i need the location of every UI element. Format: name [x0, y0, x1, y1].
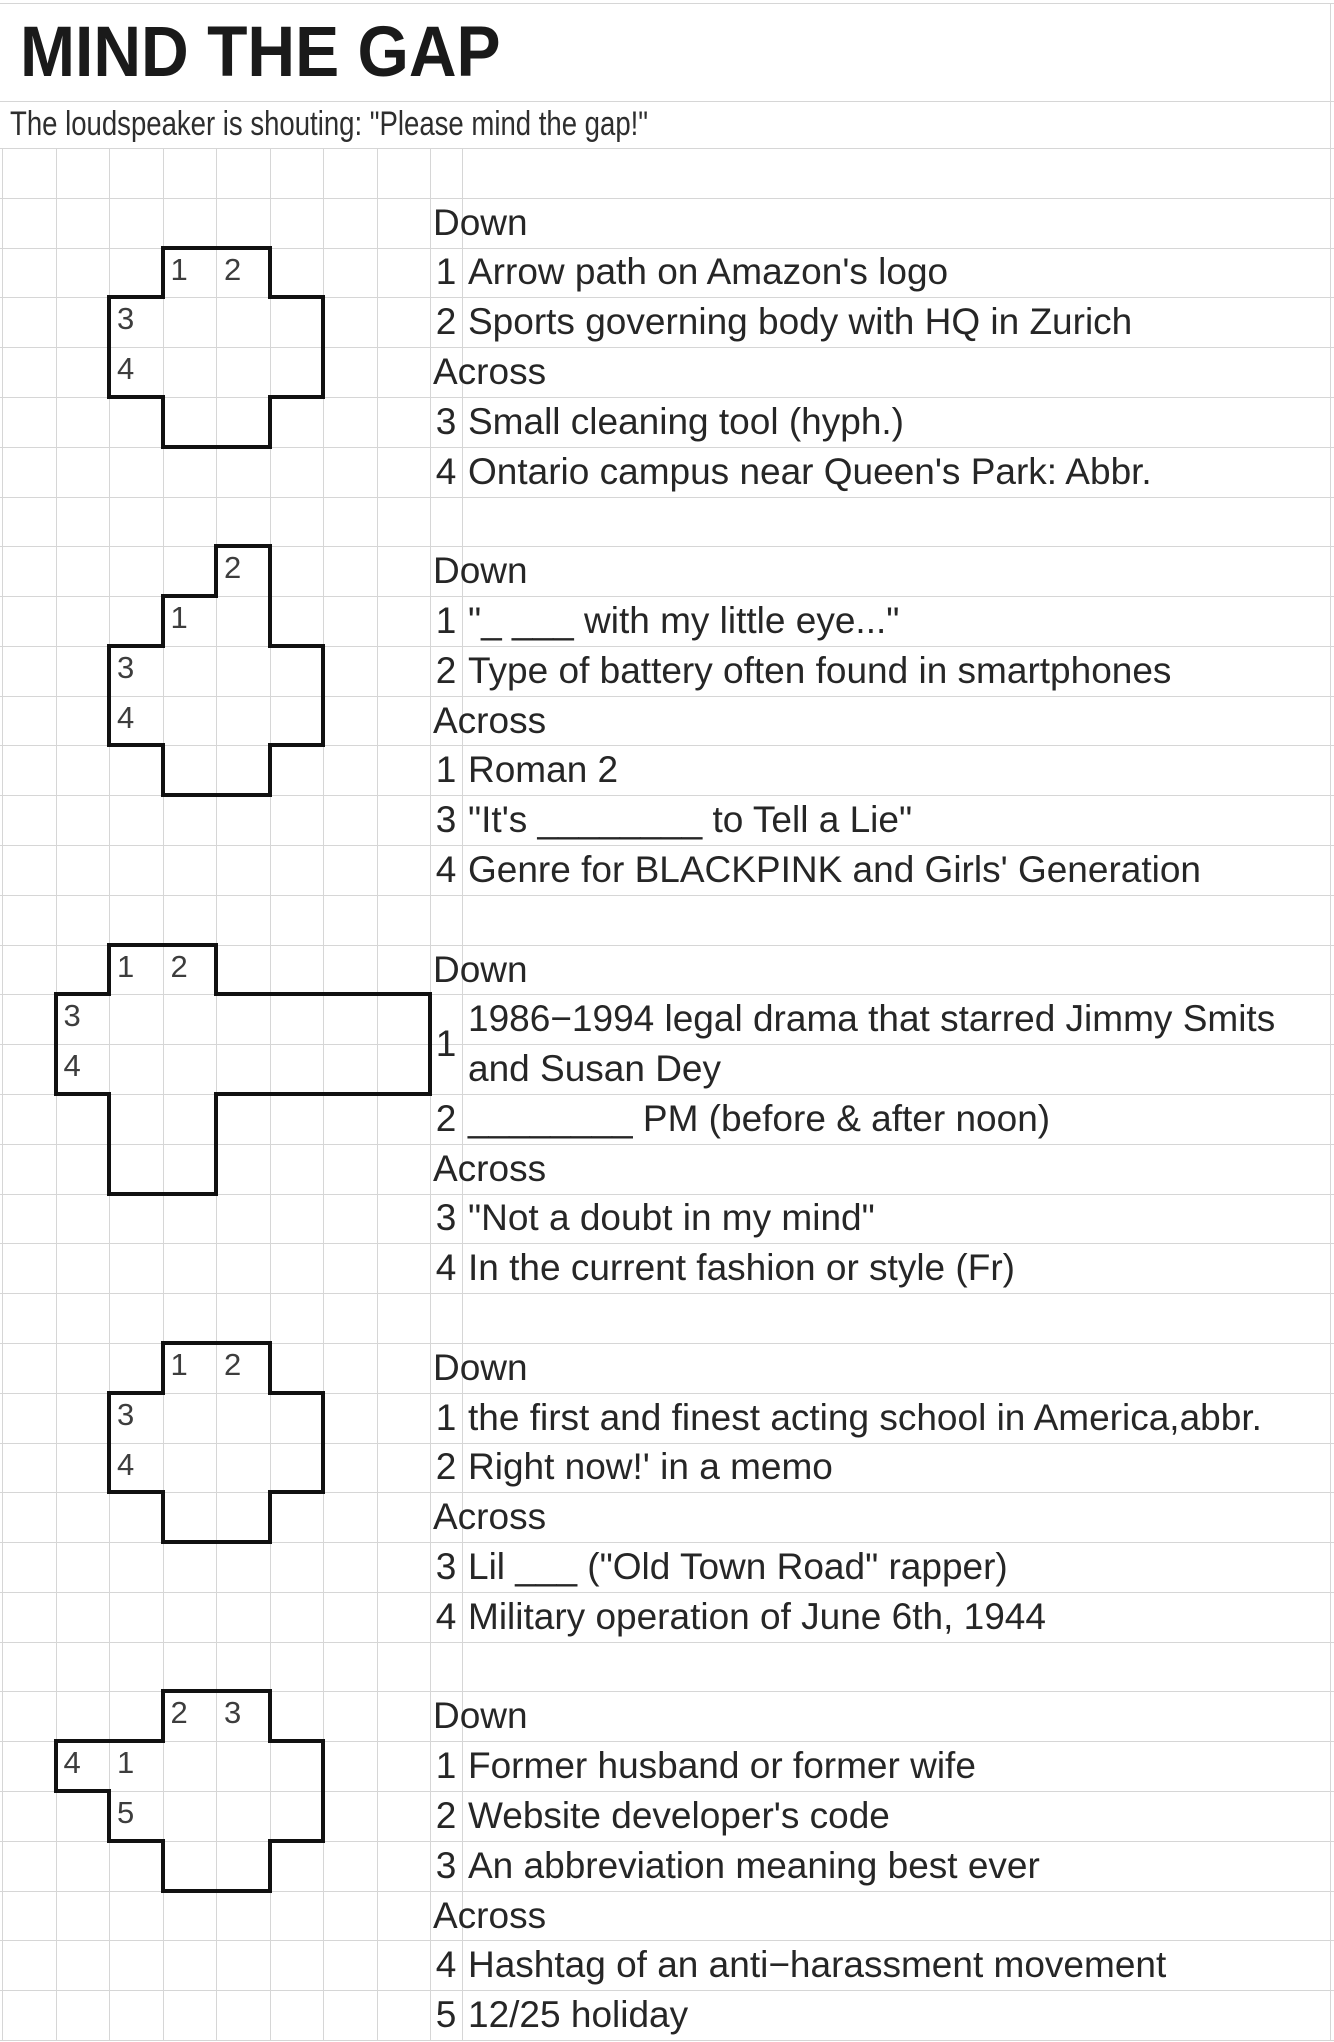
puzzle-cell[interactable]: [377, 1044, 431, 1094]
clue-text-line: Small cleaning tool (hyph.): [468, 400, 904, 442]
puzzle-cell[interactable]: [216, 646, 270, 696]
puzzle-shape-border: [268, 395, 326, 399]
puzzle-cell[interactable]: [270, 1791, 324, 1841]
puzzle-shape-border: [54, 1739, 112, 1743]
puzzle-shape-border: [161, 246, 219, 250]
puzzle-shape-border: [268, 544, 272, 598]
puzzle-shape-border: [321, 644, 325, 698]
puzzle-shape-border: [161, 1341, 219, 1345]
clue-text-line: "Not a doubt in my mind": [468, 1197, 875, 1239]
puzzle-cell[interactable]: [270, 994, 324, 1044]
puzzle-shape-border: [161, 594, 165, 648]
puzzle-shape-border: [214, 1341, 272, 1345]
puzzle-shape-border: [107, 295, 111, 349]
puzzle-cell[interactable]: [163, 745, 217, 795]
puzzle-shape-border: [107, 1739, 165, 1743]
cell-number-label: 3: [117, 1396, 135, 1432]
puzzle-shape-border: [54, 992, 112, 996]
puzzle-shape-border: [321, 694, 325, 748]
cell-number-label: 2: [224, 251, 242, 287]
puzzle-cell[interactable]: [216, 994, 270, 1044]
puzzle-shape-border: [161, 395, 165, 449]
cell-number-label: 2: [170, 1695, 188, 1731]
puzzle-shape-border: [161, 793, 219, 797]
puzzle-shape-border: [321, 992, 379, 996]
puzzle-shape-border: [321, 1739, 325, 1793]
puzzle-cell[interactable]: [109, 1144, 163, 1194]
clue-text-line: Right now!' in a memo: [468, 1446, 833, 1488]
clue-text-line: Genre for BLACKPINK and Girls' Generation: [468, 848, 1202, 890]
clue-number: 2: [435, 1794, 457, 1836]
puzzle-shape-border: [214, 992, 272, 996]
puzzle-cell[interactable]: [270, 646, 324, 696]
puzzle-cell[interactable]: [216, 297, 270, 347]
sheet-row-line: [0, 2040, 1334, 2041]
clue-text: [468, 1194, 875, 1244]
clue-number: 2: [435, 301, 457, 343]
clue-number: 3: [435, 400, 457, 442]
puzzle-shape-border: [107, 345, 111, 399]
clue-text: [468, 646, 1171, 696]
puzzle-shape-border: [268, 1490, 272, 1544]
puzzle-shape-border: [268, 1092, 326, 1096]
clue-section-header: Down: [433, 1346, 528, 1388]
clue-number: 2: [435, 1446, 457, 1488]
cell-number-label: 3: [63, 998, 81, 1034]
puzzle-shape-border: [161, 943, 219, 947]
puzzle-shape-border: [107, 943, 111, 997]
clue-text-line: Type of battery often found in smartphones: [468, 649, 1172, 691]
puzzle-shape-border: [107, 1490, 165, 1494]
puzzle-shape-border: [268, 295, 326, 299]
page-title: MIND THE GAP: [20, 12, 501, 92]
clue-section-header: Across: [433, 1894, 547, 1936]
clue-text: [468, 1393, 1262, 1443]
puzzle-cell[interactable]: [163, 1791, 217, 1841]
puzzle-shape-border: [214, 1689, 272, 1693]
puzzle-cell[interactable]: [270, 696, 324, 746]
puzzle-shape-border: [268, 1341, 272, 1395]
puzzle-cell[interactable]: [163, 1044, 217, 1094]
cell-number-label: 2: [224, 550, 242, 586]
puzzle-shape-border: [161, 1889, 219, 1893]
puzzle-cell[interactable]: [163, 1393, 217, 1443]
puzzle-shape-border: [107, 1391, 111, 1445]
puzzle-shape-border: [107, 694, 111, 748]
puzzle-shape-border: [161, 246, 165, 300]
puzzle-shape-border: [161, 1689, 219, 1693]
puzzle-cell[interactable]: [163, 1443, 217, 1493]
puzzle-shape-border: [321, 345, 325, 399]
puzzle-shape-border: [107, 1092, 111, 1146]
clue-number: 4: [435, 848, 457, 890]
clue-text-line: Military operation of June 6th, 1944: [468, 1595, 1046, 1637]
puzzle-cell[interactable]: [163, 994, 217, 1044]
puzzle-shape-border: [54, 1042, 58, 1096]
cell-number-label: 1: [170, 251, 188, 287]
clue-section-header: Across: [433, 1147, 547, 1189]
puzzle-shape-border: [375, 1092, 433, 1096]
clue-number: 4: [435, 1944, 457, 1986]
clue-text-line: "_ ___ with my little eye...": [468, 599, 900, 641]
puzzle-shape-border: [107, 1142, 111, 1196]
clue-text: [468, 397, 904, 447]
puzzle-shape-border: [214, 1540, 272, 1544]
clue-number: 1: [435, 1396, 457, 1438]
puzzle-shape-border: [161, 743, 165, 797]
puzzle-shape-border: [214, 544, 218, 598]
puzzle-shape-border: [214, 544, 272, 548]
clue-text: [468, 297, 1132, 347]
clue-text-line: An abbreviation meaning best ever: [468, 1844, 1040, 1886]
clue-text: [468, 795, 912, 845]
clue-number: 1: [435, 749, 457, 791]
puzzle-cell[interactable]: [163, 397, 217, 447]
puzzle-shape-border: [321, 1789, 325, 1843]
puzzle-shape-border: [161, 1540, 219, 1544]
puzzle-cell[interactable]: [216, 1443, 270, 1493]
cell-number-label: 5: [117, 1795, 135, 1831]
puzzle-shape-border: [268, 992, 326, 996]
clue-text: [468, 845, 1201, 895]
clue-text: [468, 1243, 1015, 1293]
puzzle-cell[interactable]: [163, 646, 217, 696]
puzzle-cell[interactable]: [323, 1044, 377, 1094]
puzzle-shape-border: [268, 644, 326, 648]
puzzle-shape-border: [54, 1789, 112, 1793]
puzzle-shape-border: [161, 1341, 165, 1395]
sheet-row-line: [0, 546, 1334, 547]
puzzle-cell[interactable]: [216, 1841, 270, 1891]
puzzle-shape-border: [268, 594, 272, 648]
puzzle-shape-border: [161, 1839, 165, 1893]
puzzle-shape-border: [107, 395, 165, 399]
clue-number: 3: [435, 1545, 457, 1587]
puzzle-cell[interactable]: [216, 397, 270, 447]
puzzle-cell[interactable]: [270, 1741, 324, 1791]
clue-number: 5: [435, 1994, 457, 2036]
clue-number: 3: [435, 1844, 457, 1886]
clue-text: [468, 994, 1275, 1094]
clue-number: 4: [435, 1247, 457, 1289]
clue-number: 3: [435, 1197, 457, 1239]
clue-section-header: Down: [433, 201, 528, 243]
puzzle-cell[interactable]: [216, 1044, 270, 1094]
clue-number: 4: [435, 450, 457, 492]
clue-text: [468, 1542, 1008, 1592]
cell-number-label: 3: [117, 649, 135, 685]
puzzle-cell[interactable]: [323, 994, 377, 1044]
puzzle-shape-border: [321, 1391, 325, 1445]
clue-text-line: Former husband or former wife: [468, 1745, 976, 1787]
clue-text: [468, 447, 1152, 497]
clue-text-line: 12/25 holiday: [468, 1994, 689, 2036]
cell-number-label: 4: [117, 699, 135, 735]
puzzle-cell[interactable]: [109, 1094, 163, 1144]
clue-text: [468, 248, 948, 298]
clue-text: [468, 1990, 688, 2040]
clue-section-header: Across: [433, 351, 547, 393]
cell-number-label: 1: [170, 1346, 188, 1382]
clue-text: [468, 1592, 1046, 1642]
puzzle-shape-border: [268, 395, 272, 449]
puzzle-shape-border: [107, 1839, 165, 1843]
puzzle-shape-border: [107, 943, 165, 947]
clue-text: [468, 745, 618, 795]
cell-number-label: 1: [117, 1745, 135, 1781]
puzzle-cell[interactable]: [163, 696, 217, 746]
clue-text-line: Ontario campus near Queen's Park: Abbr.: [468, 450, 1152, 492]
puzzle-shape-border: [268, 1490, 326, 1494]
puzzle-shape-border: [54, 1092, 112, 1096]
puzzle-shape-border: [107, 1192, 165, 1196]
clue-text-line: Roman 2: [468, 749, 619, 791]
cell-number-label: 3: [224, 1695, 242, 1731]
clue-text-line: Website developer's code: [468, 1794, 890, 1836]
puzzle-cell[interactable]: [216, 745, 270, 795]
puzzle-shape-border: [268, 743, 326, 747]
puzzle-cell[interactable]: [163, 1741, 217, 1791]
cell-number-label: 2: [224, 1346, 242, 1382]
puzzle-cell[interactable]: [216, 347, 270, 397]
puzzle-shape-border: [268, 1689, 272, 1743]
puzzle-shape-border: [268, 1839, 326, 1843]
puzzle-cell[interactable]: [163, 297, 217, 347]
puzzle-shape-border: [54, 1739, 58, 1793]
clue-text: [468, 1443, 833, 1493]
puzzle-cell[interactable]: [163, 1144, 217, 1194]
cell-number-label: 1: [170, 600, 188, 636]
puzzle-shape-border: [268, 743, 272, 797]
clue-text-line: Lil ___ ("Old Town Road" rapper): [468, 1545, 1008, 1587]
puzzle-shape-border: [214, 1092, 272, 1096]
clue-number: 1: [435, 599, 457, 641]
puzzle-cell[interactable]: [270, 297, 324, 347]
puzzle-cell[interactable]: [216, 1741, 270, 1791]
clue-number: 3: [435, 799, 457, 841]
clue-section-header: Down: [433, 948, 528, 990]
puzzle-cell[interactable]: [377, 994, 431, 1044]
page-subtitle: The loudspeaker is shouting: "Please mind the gap!": [10, 105, 649, 143]
puzzle-shape-border: [214, 793, 272, 797]
sheet-row-line: [0, 198, 1334, 199]
sheet-column-line: [462, 148, 463, 2040]
clue-text-line: ________ PM (before & after noon): [468, 1097, 1051, 1139]
puzzle-cell[interactable]: [216, 1791, 270, 1841]
puzzle-shape-border: [214, 1889, 272, 1893]
clue-text: [468, 596, 899, 646]
sheet-row-line: [0, 1642, 1334, 1643]
puzzle-cell[interactable]: [270, 1044, 324, 1094]
cell-number-label: 1: [117, 948, 135, 984]
clue-section-header: Across: [433, 699, 547, 741]
puzzle-cell[interactable]: [216, 1393, 270, 1443]
clue-text: [468, 1094, 1050, 1144]
puzzle-shape-border: [268, 1839, 272, 1893]
puzzle-shape-border: [214, 445, 272, 449]
puzzle-shape-border: [214, 246, 272, 250]
puzzle-shape-border: [321, 1441, 325, 1495]
cell-number-label: 4: [63, 1048, 81, 1084]
clue-number: 1: [435, 1023, 457, 1065]
puzzle-shape-border: [321, 295, 325, 349]
puzzle-shape-border: [107, 295, 165, 299]
puzzle-cell[interactable]: [270, 1393, 324, 1443]
clue-text-line: the first and finest acting school in America,abbr.: [468, 1396, 1262, 1438]
puzzle-cell[interactable]: [216, 696, 270, 746]
clue-text: [468, 1741, 976, 1791]
clue-number: 1: [435, 1745, 457, 1787]
puzzle-cell[interactable]: [216, 1492, 270, 1542]
puzzle-cell[interactable]: [163, 1841, 217, 1891]
puzzle-shape-border: [214, 943, 218, 997]
puzzle-cell[interactable]: [109, 994, 163, 1044]
puzzle-shape-border: [268, 246, 272, 300]
clue-text-line: Arrow path on Amazon's logo: [468, 251, 949, 293]
clue-text-line: "It's ________ to Tell a Lie": [468, 799, 913, 841]
puzzle-shape-border: [321, 1092, 379, 1096]
clue-number: 4: [435, 1595, 457, 1637]
clue-number: 1: [435, 251, 457, 293]
clue-text: [468, 1791, 890, 1841]
puzzle-cell[interactable]: [270, 1443, 324, 1493]
clue-text-line: and Susan Dey: [468, 1048, 722, 1090]
puzzle-shape-border: [161, 1689, 165, 1743]
puzzle-shape-border: [107, 644, 111, 698]
puzzle-shape-border: [161, 594, 219, 598]
clue-text-line: Sports governing body with HQ in Zurich: [468, 301, 1133, 343]
sheet-row-line: [0, 1293, 1334, 1294]
puzzle-shape-border: [107, 644, 165, 648]
puzzle-shape-border: [161, 1192, 219, 1196]
puzzle-shape-border: [268, 1391, 326, 1395]
cell-number-label: 2: [170, 948, 188, 984]
sheet-column-line: [2, 148, 3, 2040]
puzzle-cell[interactable]: [216, 596, 270, 646]
clue-text: [468, 1841, 1040, 1891]
sheet-row-line: [0, 497, 1334, 498]
puzzle-shape-border: [54, 992, 58, 1046]
puzzle-shape-border: [107, 743, 165, 747]
puzzle-shape-border: [107, 1441, 111, 1495]
puzzle-shape-border: [375, 992, 433, 996]
puzzle-shape-border: [161, 1490, 165, 1544]
clue-number: 2: [435, 1097, 457, 1139]
puzzle-shape-border: [107, 1391, 165, 1395]
puzzle-shape-border: [161, 445, 219, 449]
clue-text-line: Hashtag of an anti−harassment movement: [468, 1944, 1167, 1986]
puzzle-shape-border: [214, 1092, 218, 1146]
clue-text: [468, 1940, 1166, 1990]
sheet-row-line: [0, 148, 1334, 149]
clue-text-line: 1986−1994 legal drama that starred Jimmy Smits: [468, 998, 1276, 1040]
cell-number-label: 4: [117, 1446, 135, 1482]
puzzle-cell[interactable]: [163, 1094, 217, 1144]
puzzle-shape-border: [214, 1142, 218, 1196]
cell-number-label: 4: [63, 1745, 81, 1781]
cell-number-label: 4: [117, 351, 135, 387]
puzzle-cell[interactable]: [109, 1044, 163, 1094]
puzzle-shape-border: [268, 1739, 326, 1743]
clue-text-line: In the current fashion or style (Fr): [468, 1247, 1015, 1289]
puzzle-shape-border: [107, 1789, 111, 1843]
clue-number: 2: [435, 649, 457, 691]
clue-section-header: Down: [433, 1695, 528, 1737]
puzzle-cell[interactable]: [270, 347, 324, 397]
sheet-column-line: [1330, 3, 1331, 2040]
clue-section-header: Across: [433, 1496, 547, 1538]
sheet-row-line: [0, 895, 1334, 896]
cell-number-label: 3: [117, 301, 135, 337]
puzzle-cell[interactable]: [163, 347, 217, 397]
clue-section-header: Down: [433, 550, 528, 592]
puzzle-cell[interactable]: [163, 1492, 217, 1542]
